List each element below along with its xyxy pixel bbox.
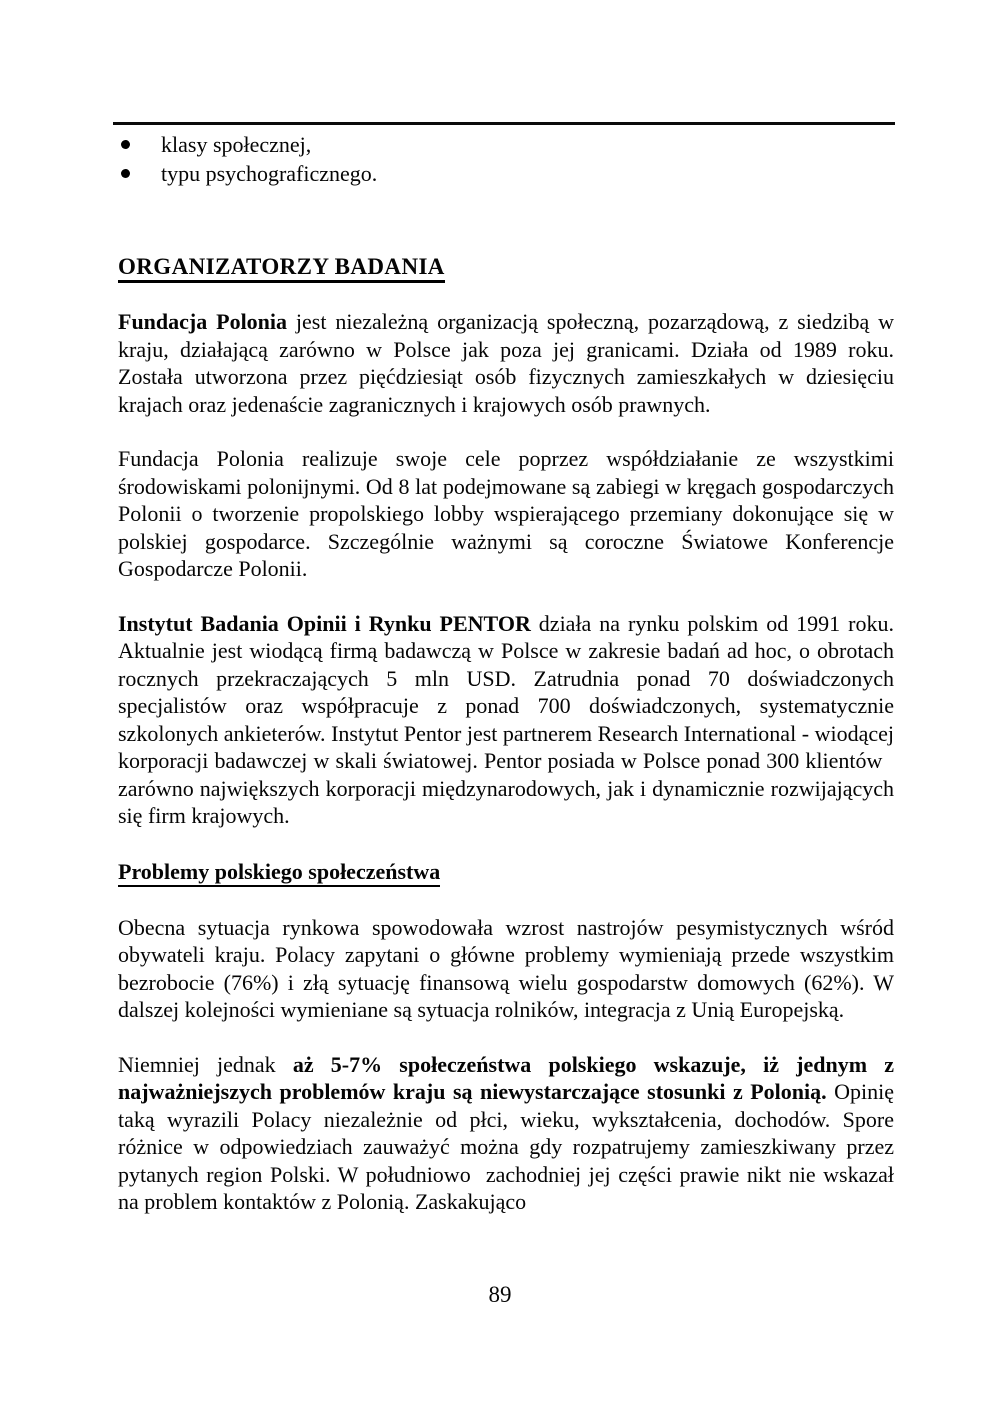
list-item <box>118 130 894 159</box>
pentor-paragraph <box>118 610 894 830</box>
list-item <box>118 159 894 188</box>
pentor-bold-lead: Instytut Badania Opinii i Rynku PENTOR <box>118 610 531 636</box>
top-divider-rule <box>113 122 895 125</box>
bullet-label: typu psychograficznego. <box>161 161 378 186</box>
fundacja-intro-paragraph <box>118 308 894 418</box>
polonia-issue-pre-text: Niemniej jednak <box>118 1051 293 1077</box>
polonia-issue-paragraph <box>118 1051 894 1216</box>
organizers-heading-text: ORGANIZATORZY BADANIA <box>118 254 445 283</box>
bullet-icon <box>121 169 130 178</box>
problems-situation-paragraph <box>118 914 894 1024</box>
fundacja-intro-text: jest niezależną organizacją społeczną, pozarządową, z siedzibą w kraju, działającą zarówno w Polsce jak poza jej granicami. Działa od 1989 roku. Została utworzona przez pięćdziesiąt osób fizycznych zamieszkałych w dziesięciu krajach oraz jedenaście zagranicznych i krajowych osób prawnych. <box>118 309 894 417</box>
organizers-heading <box>118 252 894 282</box>
bullet-icon <box>121 140 130 149</box>
problems-subheading-text: Problemy polskiego społeczeństwa <box>118 859 440 887</box>
polonia-issue-rest-text: Opinię taką wyrazili Polacy niezależnie od płci, wieku, wykształcenia, dochodów. Spore różnice w odpowiedziach zauważyć można gdy rozpatrujemy zamieszkiwany przez pytanych region Polski. W południowo zachodniej jej części prawie nikt nie wskazał na problem kontaktów z Polonią. Zaskakująco <box>118 1079 894 1214</box>
fundacja-activities-paragraph <box>118 445 894 583</box>
fundacja-bold-lead: Fundacja Polonia <box>118 309 288 334</box>
bullet-label: klasy społecznej, <box>161 132 312 157</box>
page-number: 89 <box>488 1282 512 1307</box>
pentor-text: działa na rynku polskim od 1991 roku. Aktualnie jest wiodącą firmą badawczą w Polsce w zakresie badań ad hoc, o obrotach rocznych przekraczających 5 mln USD. Zatrudnia ponad 70 doświadczonych specjalistów oraz współpracuje z ponad 700 doświadczonych, systematycznie szkolonych ankieterów. Instytut Pentor jest partnerem Research International - wiodącej korporacji badawczej w skali światowej. Pentor posiada w Polsce ponad 300 klientów zarówno największych korporacji międzynarodowych, jak i dynamicznie rozwijających się firm krajowych. <box>118 610 894 828</box>
fundacja-activities-text: Fundacja Polonia realizuje swoje cele poprzez współdziałanie ze wszystkimi środowiskami polonijnymi. Od 8 lat podejmowane są zabiegi w kręgach gospodarczych Polonii o tworzenie propolskiego lobby wspierającego przemiany dokonujące się w polskiej gospodarce. Szczególnie ważnymi są coroczne Światowe Konferencje Gospodarcze Polonii. <box>118 446 894 581</box>
problems-situation-text: Obecna sytuacja rynkowa spowodowała wzrost nastrojów pesymistycznych wśród obywateli kraju. Polacy zapytani o główne problemy wymieniają przede wszystkim bezrobocie (76%) i złą sytuację finansową wielu gospodarstw domowych (62%). W dalszej kolejności wymieniane są sytuacja rolników, integracja z Unią Europejską. <box>118 914 894 1022</box>
page-content <box>118 130 894 1216</box>
polonia-issue-bold-text: aż 5-7% społeczeństwa polskiego wskazuje, iż jednym z najważniejszych problemów kraju są niewystarczające stosunki z Polonią. <box>118 1051 894 1104</box>
problems-subheading <box>118 857 894 887</box>
bullet-list <box>118 130 894 188</box>
